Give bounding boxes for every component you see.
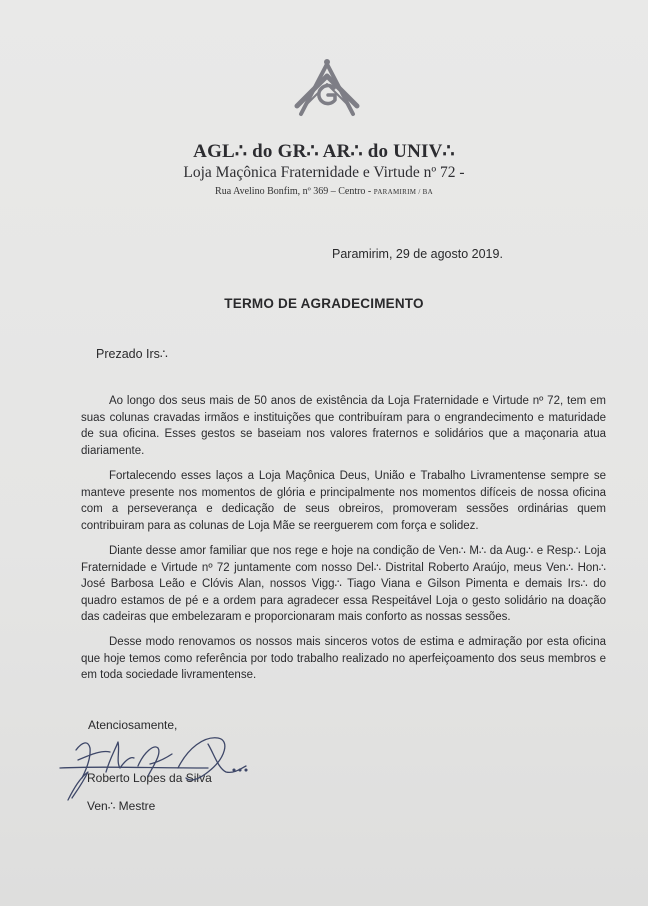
letter-date: Paramirim, 29 de agosto 2019. <box>332 247 503 261</box>
letter-closing: Atenciosamente, <box>88 718 178 732</box>
signer-role: Ven∴ Mestre <box>87 799 156 813</box>
address-city: PARAMIRIM / BA <box>373 188 433 196</box>
lodge-address <box>0 186 648 197</box>
body-paragraph-4: Desse modo renovamos os nossos mais sinceros votos de estima e admiração por esta oficina que hoje temos como referência por todo trabalho realizado no aperfeiçoamento dos seus membros e em toda sociedade livramentense. <box>81 636 606 681</box>
lodge-name: Loja Maçônica Fraternidade e Virtude nº 72 - <box>183 164 465 181</box>
letter-greeting: Prezado Irs∴ <box>96 347 168 361</box>
letterhead-title <box>0 140 648 163</box>
letterhead-title-text: AGL∴ do GR∴ AR∴ do UNIV∴ <box>193 141 455 162</box>
square-and-compasses-icon <box>291 56 363 126</box>
letter-title: TERMO DE AGRADECIMENTO <box>224 296 424 311</box>
address-street: Rua Avelino Bonfim, nº 369 – Centro - <box>215 186 374 197</box>
handwritten-signature <box>58 728 268 804</box>
body-paragraph-1: Ao longo dos seus mais de 50 anos de existência da Loja Fraternidade e Virtude nº 72, tem em suas colunas cravadas irmãos e instituições que contribuíram para o engrandecimento e maturidade de sua oficina. Esses gestos se baseiam nos valores fraternos e solidários que a maçonaria atua diariamente. <box>81 395 606 457</box>
signer-name: Roberto Lopes da Silva <box>87 771 212 785</box>
body-paragraph-2: Fortalecendo esses laços a Loja Maçônica Deus, União e Trabalho Livramentense sempre se manteve presente nos momentos de glória e principalmente nos momentos difíceis de nossa oficina com a perseverança e dedicação de seus obreiros, promoveram sessões ordinárias quem contribuiram para as colunas de Loja Mãe se reerguerem com força e solidez. <box>81 470 606 532</box>
body-paragraph-3: Diante desse amor familiar que nos rege e hoje na condição de Ven∴ M∴ da Aug∴ e Resp∴ Loja Fraternidade e Virtude nº 72 juntamente com nosso Del∴ Distrital Roberto Araújo, meus Ven∴ Hon∴ José Barbosa Leão e Clóvis Alan, nossos Vigg∴ Tiago Viana e Gilson Pimenta e demais Irs∴ do quadro estamos de pé e a ordem para agradecer essa Respeitável Loja o gesto solidário na doação das cadeiras que embelezaram e proporcionaram mais conforto as nossas sessões. <box>81 545 606 623</box>
